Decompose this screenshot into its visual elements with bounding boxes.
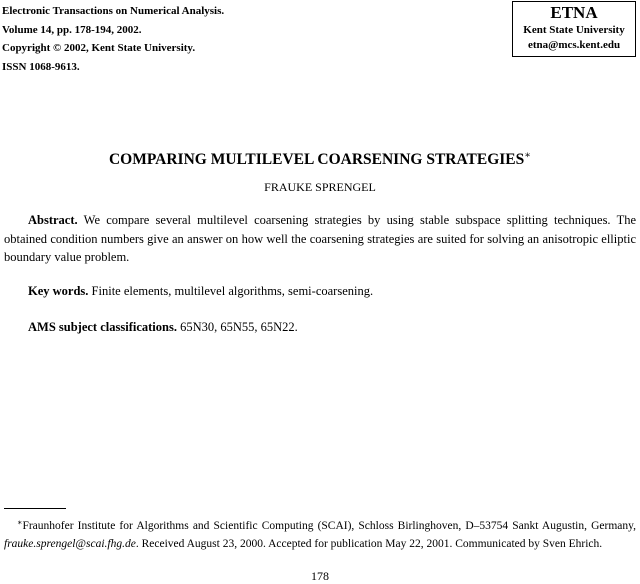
footnote-affiliation: Fraunhofer Institute for Algorithms and Scientific Computing (SCAI), Schloss Birlinghoven, D–53754 Sankt Augustin, Germany, [22, 520, 636, 532]
abstract-text: We compare several multilevel coarsening strategies by using stable subspace splitting techniques. The obtained condition numbers give an answer on how well the coarsening strategies are suited for solving an anisotropic elliptic boundary value problem. [4, 213, 637, 264]
volume-info: Volume 14, pp. 178-194, 2002. [2, 23, 142, 36]
etna-box [512, 1, 636, 57]
journal-header [2, 2, 224, 76]
etna-email: etna@mcs.kent.edu [527, 39, 621, 51]
journal-name: Electronic Transactions on Numerical Analysis. [2, 5, 225, 17]
ams-paragraph [28, 320, 298, 335]
keywords-text: Finite elements, multilevel algorithms, semi-coarsening. [91, 284, 374, 298]
footnote-dates: . Received August 23, 2000. Accepted for publication May 22, 2001. Communicated by Sven Ehrich. [135, 538, 603, 550]
ams-label: AMS subject classifications. [28, 320, 177, 334]
copyright-line: Copyright © 2002, Kent State University. [2, 42, 196, 54]
title-footnote-mark: ∗ [524, 150, 532, 161]
paper-title [0, 150, 640, 169]
author-name: FRAUKE SPRENGEL [264, 180, 376, 194]
keywords-label: Key words. [28, 284, 89, 298]
ams-text: 65N30, 65N55, 65N22. [180, 320, 298, 334]
footnote-mark: ∗ [17, 518, 23, 527]
paper-title-text: COMPARING MULTILEVEL COARSENING STRATEGIES [108, 151, 525, 168]
author-email-link[interactable]: frauke.sprengel@scai.fhg.de [4, 538, 136, 550]
abstract-paragraph [4, 211, 636, 267]
issn-line: ISSN 1068-9613. [2, 60, 80, 73]
footnote [4, 514, 636, 553]
page-number: 178 [311, 569, 329, 583]
keywords-paragraph [28, 284, 373, 299]
abstract-label: Abstract. [28, 213, 78, 227]
etna-university: Kent State University [523, 24, 625, 36]
footnote-rule [4, 508, 66, 509]
etna-title: ETNA [550, 3, 598, 22]
